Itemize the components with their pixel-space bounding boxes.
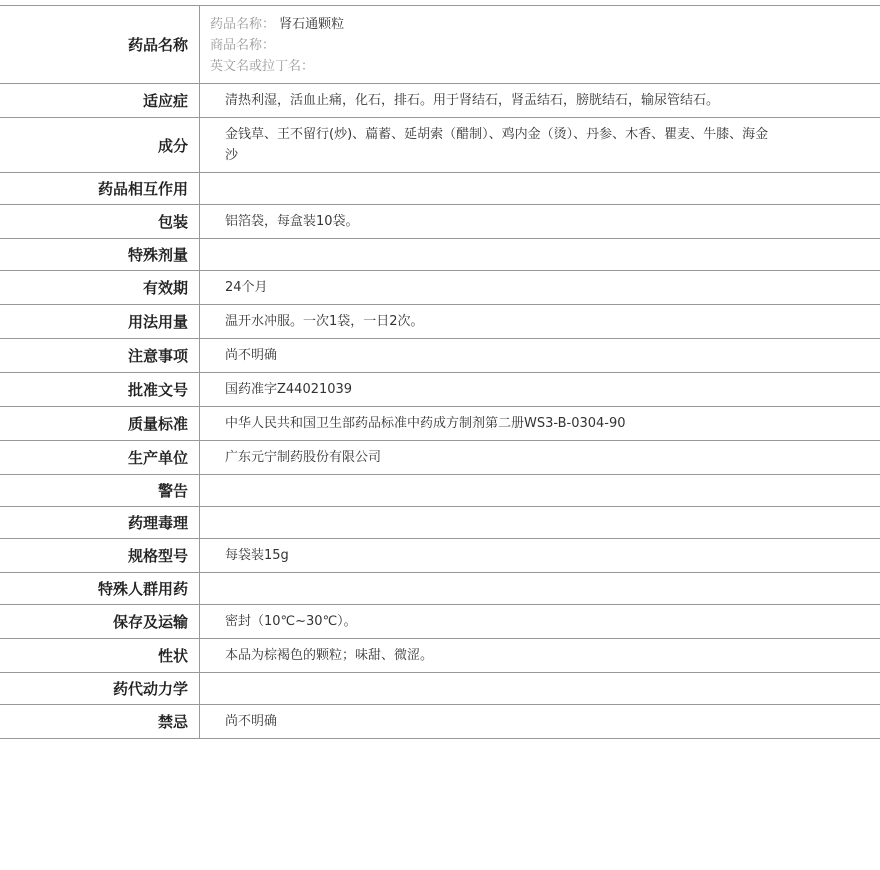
row-description	[0, 639, 880, 673]
row-special-population	[0, 573, 880, 605]
english-name-key: 英文名或拉丁名：	[210, 59, 315, 74]
row-drug-name	[0, 6, 880, 84]
row-label: 药品相互作用	[0, 173, 200, 204]
row-label: 保存及运输	[0, 605, 200, 638]
drug-spec-table	[0, 5, 880, 739]
row-label: 药代动力学	[0, 673, 200, 704]
row-storage	[0, 605, 880, 639]
row-label: 特殊人群用药	[0, 573, 200, 604]
row-manufacturer	[0, 441, 880, 475]
row-label: 注意事项	[0, 339, 200, 372]
row-value: 国药准字Z44021039	[225, 382, 353, 397]
row-label: 药理毒理	[0, 507, 200, 538]
row-label: 药品名称	[0, 6, 200, 83]
generic-name-line	[210, 14, 870, 35]
row-packaging	[0, 205, 880, 239]
row-value: 清热利湿，活血止痛，化石，排石。用于肾结石，肾盂结石，膀胱结石，输尿管结石。	[225, 93, 720, 108]
row-value: 广东元宁制药股份有限公司	[225, 450, 382, 465]
row-value: 每袋装15g	[225, 548, 289, 563]
row-label: 有效期	[0, 271, 200, 304]
row-indications	[0, 84, 880, 118]
row-specification	[0, 539, 880, 573]
row-pharmacokinetics	[0, 673, 880, 705]
row-label: 特殊剂量	[0, 239, 200, 270]
trade-name-line	[210, 35, 870, 56]
row-value: 24个月	[225, 280, 268, 295]
row-special-dosage	[0, 239, 880, 271]
row-dosage	[0, 305, 880, 339]
row-shelf-life	[0, 271, 880, 305]
row-value: 密封（10℃~30℃）。	[225, 614, 357, 629]
row-label: 批准文号	[0, 373, 200, 406]
english-name-line	[210, 56, 870, 77]
row-value: 尚不明确	[225, 714, 278, 729]
row-label: 禁忌	[0, 705, 200, 738]
row-value	[200, 475, 880, 506]
row-value: 温开水冲服。一次1袋，一日2次。	[225, 314, 424, 329]
row-label: 适应症	[0, 84, 200, 117]
row-label: 警告	[0, 475, 200, 506]
row-value: 本品为棕褐色的颗粒；味甜、微涩。	[225, 648, 434, 663]
row-label: 性状	[0, 639, 200, 672]
row-value: 铝箔袋，每盒装10袋。	[225, 214, 359, 229]
row-value	[200, 673, 880, 704]
row-warning	[0, 475, 880, 507]
row-value	[200, 573, 880, 604]
row-label: 包装	[0, 205, 200, 238]
row-value: 中华人民共和国卫生部药品标准中药成方制剂第二册WS3-B-0304-90	[225, 416, 626, 431]
row-label: 生产单位	[0, 441, 200, 474]
row-contraindications	[0, 705, 880, 739]
row-ingredients	[0, 118, 880, 173]
row-approval-number	[0, 373, 880, 407]
generic-name-key: 药品名称：	[210, 17, 276, 32]
row-label: 规格型号	[0, 539, 200, 572]
row-value	[200, 173, 880, 204]
row-quality-standard	[0, 407, 880, 441]
row-value: 尚不明确	[225, 348, 278, 363]
row-label: 用法用量	[0, 305, 200, 338]
row-interactions	[0, 173, 880, 205]
drug-name-block	[200, 6, 880, 83]
trade-name-key: 商品名称：	[210, 38, 276, 53]
row-label: 质量标准	[0, 407, 200, 440]
row-label: 成分	[0, 118, 200, 172]
row-precautions	[0, 339, 880, 373]
row-value: 金钱草、王不留行(炒)、萹蓄、延胡索（醋制）、鸡内金（烫）、丹参、木香、瞿麦、牛膝、海金沙	[225, 127, 769, 163]
row-pharmacology	[0, 507, 880, 539]
generic-name-value: 肾石通颗粒	[279, 17, 345, 32]
row-value	[200, 507, 880, 538]
row-value	[200, 239, 880, 270]
